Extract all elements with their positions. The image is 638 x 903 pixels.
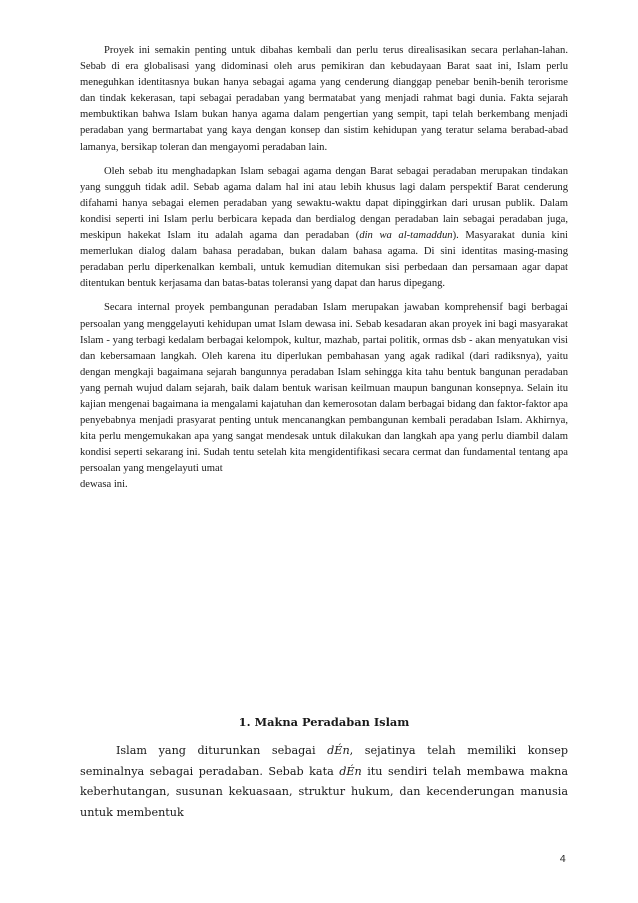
section-paragraph bbox=[80, 741, 568, 823]
section-heading: 1. Makna Peradaban Islam bbox=[238, 715, 410, 729]
paragraph-3-last-line: dewasa ini. bbox=[80, 479, 128, 491]
paragraph-3 bbox=[80, 300, 568, 493]
section-text-b: , sejatinya telah memiliki konsep seminalnya sebagai peradaban. Sebab kata bbox=[80, 744, 568, 778]
section-body bbox=[80, 741, 568, 823]
paragraph-3-text: Secara internal proyek pembangunan peradaban Islam merupakan jawaban komprehensif bagi berbagai persoalan yang menggelayuti kehidupan umat Islam dewasa ini. Sebab kesadaran akan proyek ini bagi masyarakat Islam - yang terbagi kedalam berbagai kelompok, kultur, mazhab, partai politik, ormas dsb - akan menyatukan visi dan kebersamaan langkah. Oleh karena itu diperlukan pembahasan yang agak radikal (dari radiksnya), yaitu dengan mengkaji bagaimana sejarah bangunnya peradaban Islam sehingga kita tahu bentuk bangunan peradaban yang pernah wujud dalam sejarah, baik dalam bentuk warisan keilmuan maupun bangunan konsepnya. Selain itu kajian mengenai bagaimana ia mengalami kajatuhan dan kemerosotan dalam berbagai bidang dan faktor-faktor apa penyebabnya menjadi prasyarat penting untuk mencanangkan pembangunan kembali peradaban Islam. Akhirnya, kita perlu mengemukakan apa yang sangat mendesak untuk dilakukan dan langkah apa yang perlu diambil dalam kondisi seperti sekarang ini. Sudah tentu setelah kita mengidentifikasi secara cermat dan fundamental tentang apa persoalan yang mengelayuti umat bbox=[80, 302, 568, 475]
section-text-a: Islam yang diturunkan sebagai bbox=[116, 744, 328, 757]
intro-section bbox=[80, 43, 568, 502]
paragraph-2 bbox=[80, 164, 568, 293]
paragraph-2-text-a: Oleh sebab itu menghadapkan Islam sebagai agama dengan Barat sebagai peradaban merupakan tindakan yang sungguh tidak adil. Sebab agama dalam hal ini atau lebih khusus lagi dalam perspektif Barat cenderung difahami hanya sebagai elemen peradaban yang sewaktu-waktu dapat dipinggirkan dari urusan publik. Dalam kondisi seperti ini Islam perlu berbicara kepada dan berdialog dengan peradaban lain sebagai peradaban juga, meskipun hakekat Islam itu adalah agama dan peradaban ( bbox=[80, 165, 568, 242]
paragraph-2-text-b: ). Masyarakat dunia kini memerlukan dialog dalam bahasa peradaban, bukan dalam bahasa agama. Di sini identitas masing-masing peradaban perlu diperkenalkan kembali, untuk kemudian ditemukan sisi perbedaan dan persamaan agar dapat ditentukan bentuk kerjasama dan batas-batas toleransi yang dapat dan harus dipegang. bbox=[80, 230, 568, 290]
paragraph-1: Proyek ini semakin penting untuk dibahas kembali dan perlu terus direalisasikan secara perlahan-lahan. Sebab di era globalisasi yang didominasi oleh arus pemikiran dan kebudayaan Barat saat ini, Islam perlu meneguhkan identitasnya bukan hanya sebagai agama yang cenderung dianggap penebar benih-benih terorisme dan tindak kekerasan, tapi sebagai peradaban yang bermatabat yang menjadi rahmat bagi dunia. Fakta sejarah membuktikan bahwa Islam bukan hanya agama dalam pengertian yang sempit, tapi telah berkembang menjadi peradaban yang bermartabat yang kaya dengan konsep dan sistim kehidupan yang teratur selama berabad-abad lamanya, bersikap toleran dan mengayomi peradaban lain. bbox=[80, 45, 568, 153]
term-din-2: dÉn bbox=[339, 764, 362, 778]
term-din-1: dÉn bbox=[327, 744, 350, 757]
page-number: 4 bbox=[559, 854, 566, 865]
section-text-c: itu sendiri telah membawa makna keberhutangan, susunan kekuasaan, struktur hukum, dan kecenderungan manusia untuk membentuk bbox=[80, 764, 568, 819]
paragraph-2-italic-term: din wa al-tamaddun bbox=[359, 230, 453, 242]
